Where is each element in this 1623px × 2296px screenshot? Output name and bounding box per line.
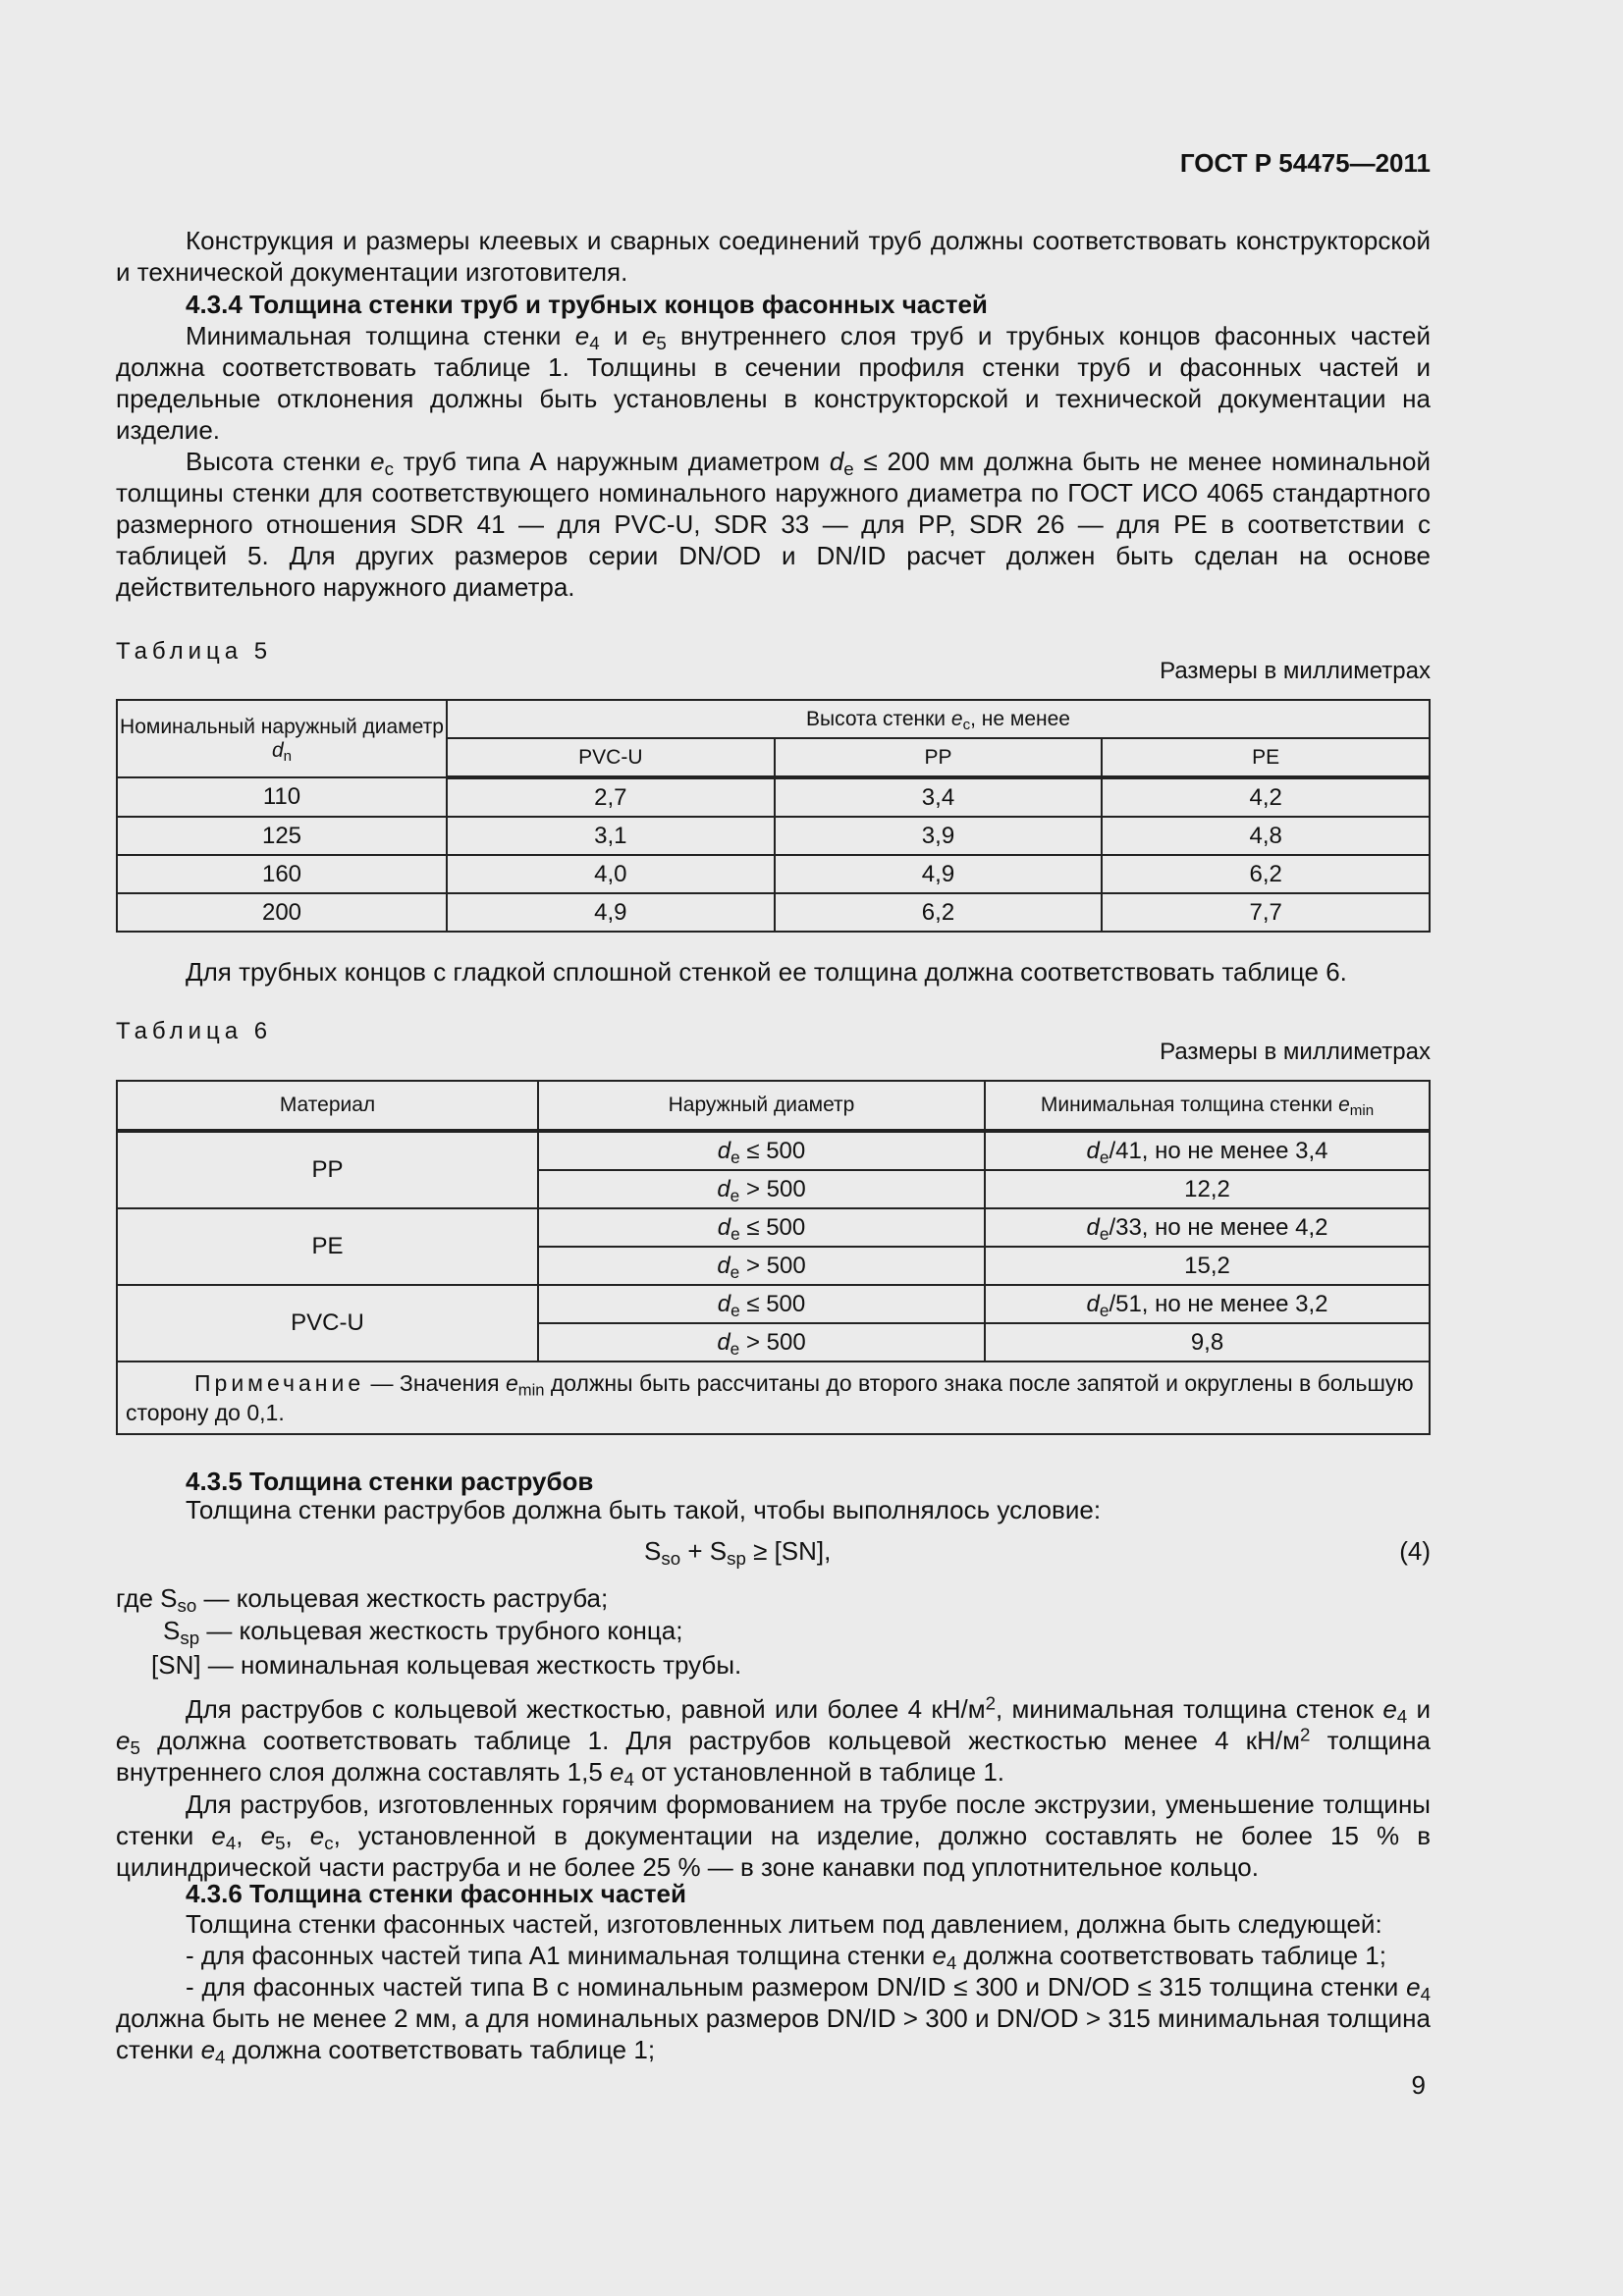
table-cell: 3,9	[775, 817, 1103, 855]
table-cell: 12,2	[985, 1170, 1430, 1208]
section-4-3-6-heading: 4.3.6 Толщина стенки фасонных частей	[186, 1879, 686, 1908]
table-cell: 200	[117, 893, 447, 932]
table-cell: 6,2	[775, 893, 1103, 932]
table-cell: $d_e \le 500$	[538, 1208, 985, 1247]
section-4-3-5-heading: 4.3.5 Толщина стенки раструбов	[186, 1467, 594, 1496]
table-cell: $d_e > 500$	[538, 1323, 985, 1362]
table-cell: 110	[117, 777, 447, 817]
table-cell: $d_e > 500$	[538, 1170, 985, 1208]
table-cell: $d_e/51$, но не менее 3,2	[985, 1285, 1430, 1323]
table-cell: 3,1	[447, 817, 775, 855]
table-5-col-height: Высота стенки $e_c$, не менее	[447, 700, 1430, 738]
document-code: ГОСТ Р 54475—2011	[1179, 148, 1431, 178]
table-cell: $d_e/33$, но не менее 4,2	[985, 1208, 1430, 1247]
table-cell: $d_e > 500$	[538, 1247, 985, 1285]
table-6-note: Примечание — Значения $e_{min}$ должны быть рассчитаны до второго знака после запятой и округлены в большую сторону до 0,1.	[117, 1362, 1430, 1434]
table-cell-material: PVC-U	[117, 1285, 538, 1362]
table-cell: $d_e \le 500$	[538, 1131, 985, 1170]
table-5-col-pe: PE	[1102, 738, 1430, 777]
table-cell: 4,2	[1102, 777, 1430, 817]
table-cell: 15,2	[985, 1247, 1430, 1285]
table-5-col-pp: PP	[775, 738, 1103, 777]
table-6	[116, 1080, 1431, 1435]
definition-sn: [SN] — номинальная кольцевая жесткость трубы.	[151, 1650, 742, 1680]
table-row	[117, 893, 1430, 932]
definition-ssp: $S_{sp}$ — кольцевая жесткость трубного конца;	[163, 1616, 683, 1649]
table-cell: 125	[117, 817, 447, 855]
section-4-3-5-paragraph-1: Толщина стенки раструбов должна быть такой, чтобы выполнялось условие:	[186, 1495, 1102, 1524]
table-cell: 3,4	[775, 777, 1103, 817]
bullet-item-a1: - для фасонных частей типа А1 минимальная толщина стенки $e_4$ должна соответствовать таблице 1;	[186, 1941, 1386, 1974]
table-row	[117, 1131, 1430, 1170]
section-4-3-4-paragraph-2: Высота стенки $e_c$ труб типа А наружным диаметром $d_e \le 200$ мм должна быть не менее номинальной толщины стенки для соответствующего номинального наружного диаметра по ГОСТ ИСО 4065 стандартного размерного отношения SDR 41 — для PVC-U, SDR 33 — для PP, SDR 26 — для PE в соответствии с таблицей 5. Для других размеров серии DN/OD и DN/ID расчет должен быть сделан на основе действительного наружного диаметра.	[116, 447, 1431, 602]
table-row	[117, 855, 1430, 893]
section-4-3-5-paragraph-3: Для раструбов, изготовленных горячим формованием на трубе после экструзии, уменьшение толщины стенки $e_4$, $e_5$, $e_c$, установленной в документации на изделие, должно составлять не более 15 % в цилиндрической части раструба и не более 25 % — в зоне канавки под уплотнительное кольцо.	[116, 1789, 1432, 1882]
table-cell-material: PP	[117, 1131, 538, 1208]
table-cell: 4,9	[447, 893, 775, 932]
table-cell: 2,7	[447, 777, 775, 817]
table-5-caption: Таблица 5	[116, 638, 273, 665]
section-4-3-4-heading: 4.3.4 Толщина стенки труб и трубных концов фасонных частей	[186, 290, 988, 319]
table-row	[117, 777, 1430, 817]
table-row	[117, 817, 1430, 855]
table-cell: 7,7	[1102, 893, 1430, 932]
table-5	[116, 699, 1431, 933]
table-5-col-diameter: Номинальный наружный диаметр $d_n$	[117, 700, 447, 777]
table-5-col-pvc: PVC-U	[447, 738, 775, 777]
intro-paragraph: Конструкция и размеры клеевых и сварных соединений труб должны соответствовать конструкторской и технической документации изготовителя.	[116, 226, 1431, 287]
table-6-col-outer: Наружный диаметр	[538, 1081, 985, 1131]
table-row	[117, 1285, 1430, 1323]
formula-4: $S_{so} + S_{sp} \ge [SN]$,	[644, 1536, 832, 1570]
table-cell: 6,2	[1102, 855, 1430, 893]
table-6-caption: Таблица 6	[116, 1018, 273, 1044]
table-cell: 9,8	[985, 1323, 1430, 1362]
section-4-3-6-paragraph-1: Толщина стенки фасонных частей, изготовленных литьем под давлением, должна быть следующей:	[186, 1909, 1382, 1939]
formula-number: (4)	[1399, 1536, 1431, 1566]
table-cell: 160	[117, 855, 447, 893]
table-cell-material: PE	[117, 1208, 538, 1285]
between-tables-paragraph: Для трубных концов с гладкой сплошной стенкой ее толщина должна соответствовать таблице 6.	[186, 957, 1347, 987]
table-cell: 4,9	[775, 855, 1103, 893]
definition-sso: где $S_{so}$ — кольцевая жесткость раструба;	[116, 1583, 609, 1617]
table-6-col-min: Минимальная толщина стенки $e_{min}$	[985, 1081, 1430, 1131]
table-note-row	[117, 1362, 1430, 1434]
table-6-units: Размеры в миллиметрах	[1160, 1039, 1431, 1065]
page-number: 9	[1411, 2070, 1426, 2100]
section-4-3-4-paragraph-1: Минимальная толщина стенки $e_4$ и $e_5$ внутреннего слоя труб и трубных концов фасонных частей должна соответствовать таблице 1. Толщины в сечении профиля стенки труб и фасонных частей и предельные отклонения должны быть установлены в конструкторской и технической документации на изделие.	[116, 321, 1431, 445]
table-5-units: Размеры в миллиметрах	[1160, 658, 1431, 684]
table-cell: 4,8	[1102, 817, 1430, 855]
table-cell: $d_e/41$, но не менее 3,4	[985, 1131, 1430, 1170]
bullet-item-b: - для фасонных частей типа В с номинальным размером DN/ID ≤ 300 и DN/OD ≤ 315 толщина стенки $e_4$ должна быть не менее 2 мм, а для номинальных размеров DN/ID > 300 и DN/OD > 315 минимальная толщина стенки $e_4$ должна соответствовать таблице 1;	[116, 1972, 1431, 2068]
table-cell: $d_e \le 500$	[538, 1285, 985, 1323]
table-6-col-material: Материал	[117, 1081, 538, 1131]
table-row	[117, 1208, 1430, 1247]
table-cell: 4,0	[447, 855, 775, 893]
section-4-3-5-paragraph-2: Для раструбов с кольцевой жесткостью, равной или более 4 $кН/м^2$, минимальная толщина стенок $e_4$ и $e_5$ должна соответствовать таблице 1. Для раструбов кольцевой жесткостью менее 4 $кН/м^2$ толщина внутреннего слоя должна составлять 1,5 $e_4$ от установленной в таблице 1.	[116, 1692, 1432, 1790]
